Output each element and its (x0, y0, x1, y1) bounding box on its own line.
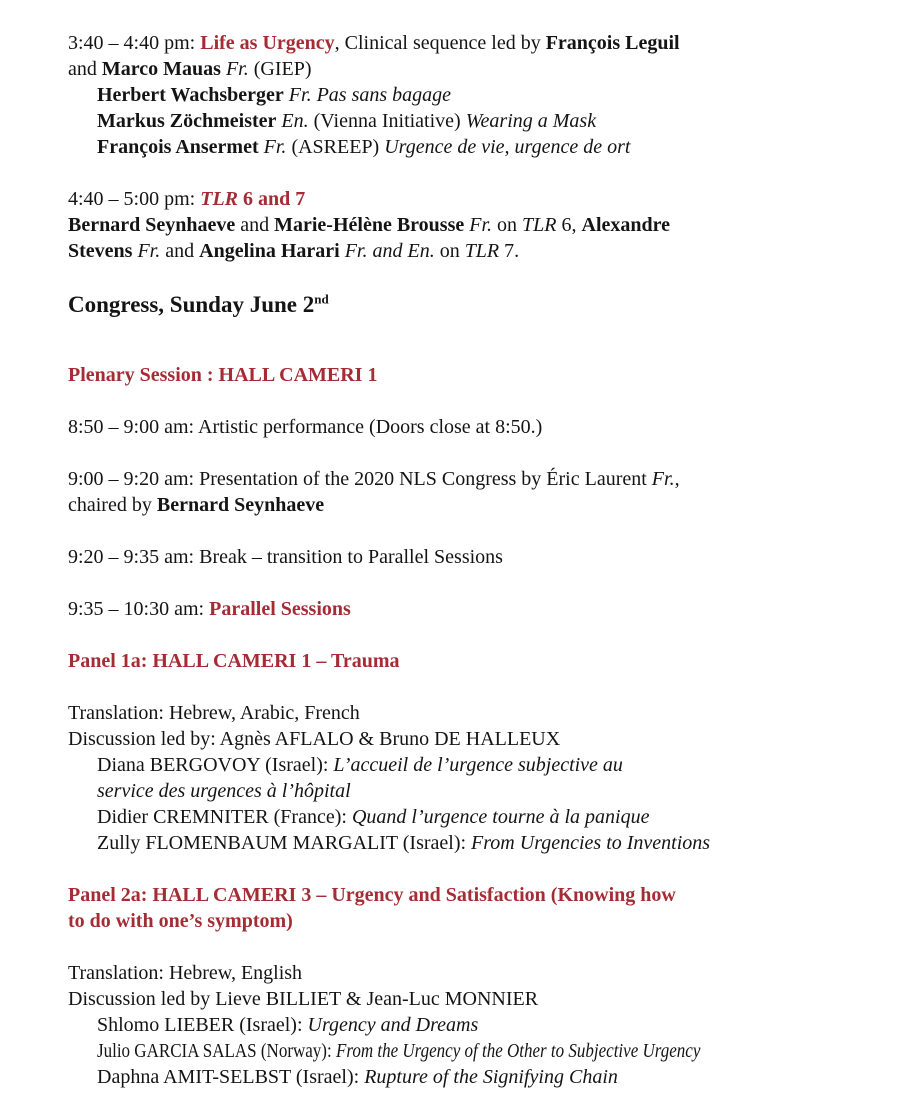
text-line (68, 82, 841, 108)
text-line (68, 1064, 841, 1090)
item-artistic-performance (68, 414, 841, 440)
text-run: Herbert Wachsberger (97, 84, 284, 106)
text-line (68, 212, 841, 238)
text-line (68, 804, 841, 830)
text-line (68, 466, 841, 492)
text-run: service des urgences à l’hôpital (97, 780, 351, 802)
text-run: En. (281, 110, 309, 132)
panel-2a-details (68, 960, 841, 1090)
text-run: Fr. (469, 214, 493, 236)
text-line (68, 830, 841, 856)
text-run: Urgency and Dreams (307, 1014, 479, 1036)
text-run: Translation: Hebrew, English (68, 962, 303, 984)
text-run: Angelina Harari (199, 240, 340, 262)
text-run: TLR (200, 188, 239, 210)
text-line (68, 648, 841, 674)
text-run: Bernard Seynhaeve (68, 214, 236, 236)
session-life-as-urgency (68, 30, 841, 160)
text-line (68, 134, 841, 160)
text-run: Bernard Seynhaeve (156, 494, 325, 516)
text-line (68, 544, 841, 570)
text-run: Stevens (68, 240, 133, 262)
item-presentation (68, 466, 841, 518)
text-line (68, 960, 841, 986)
text-run: and (68, 58, 102, 80)
text-line (68, 1038, 841, 1064)
text-run: From the Urgency of the Other to Subjective Urgency (335, 1040, 701, 1062)
panel-1a-heading (68, 648, 841, 674)
text-run: 4:40 – 5:00 pm: (68, 188, 201, 210)
text-run: Urgence de vie, urgence de ort (384, 136, 631, 158)
text-run: Daphna AMIT-SELBST (Israel): (97, 1066, 365, 1088)
text-run: Discussion led by: Agnès AFLALO & Bruno DE HALLEUX (68, 728, 561, 750)
text-run: (Vienna Initiative) (308, 110, 466, 132)
session-tlr-6-7 (68, 186, 841, 264)
condensed-text (97, 1038, 700, 1064)
item-parallel-sessions (68, 596, 841, 622)
text-run: Parallel Sessions (209, 598, 351, 620)
text-line (68, 752, 841, 778)
text-run: TLR (464, 240, 500, 262)
text-run: 8:50 – 9:00 am: Artistic performance (Doors close at 8:50.) (68, 416, 543, 438)
text-line (68, 56, 841, 82)
text-run: Shlomo LIEBER (Israel): (97, 1014, 308, 1036)
text-run: , Clinical sequence led by (334, 32, 546, 54)
text-run: Rupture of the Signifying Chain (364, 1066, 618, 1088)
text-run: Life as Urgency (200, 32, 335, 54)
text-run: L’accueil de l’urgence subjective au (333, 754, 623, 776)
text-run: Discussion led by Lieve BILLIET & Jean-Luc MONNIER (68, 988, 539, 1010)
text-run: Fr. (137, 240, 161, 262)
text-line (68, 726, 841, 752)
text-run: on (492, 214, 523, 236)
text-run: to do with one’s symptom) (68, 910, 293, 932)
text-line (68, 290, 841, 320)
text-run: Plenary Session : HALL CAMERI 1 (68, 364, 378, 386)
text-run: Marie-Hélène Brousse (274, 214, 465, 236)
text-run: (GIEP) (248, 58, 312, 80)
text-line (68, 492, 841, 518)
text-run: nd (314, 291, 329, 307)
text-line (68, 238, 841, 264)
text-run: Fr. Pas sans bagage (288, 84, 452, 106)
text-run: Diana BERGOVOY (Israel): (97, 754, 334, 776)
text-line (68, 362, 841, 388)
text-line (68, 882, 841, 908)
text-run: François Ansermet (97, 136, 259, 158)
text-run: Panel 2a: HALL CAMERI 3 – Urgency and Satisfaction (Knowing how (68, 884, 676, 906)
text-run: Fr. and En. (344, 240, 435, 262)
text-line (68, 414, 841, 440)
text-run: 9:35 – 10:30 am: (68, 598, 210, 620)
text-line (68, 108, 841, 134)
text-run: 3:40 – 4:40 pm: (68, 32, 201, 54)
text-run: From Urgencies to Inventions (471, 832, 711, 854)
text-line (68, 30, 841, 56)
panel-1a-details (68, 700, 841, 856)
text-run: Quand l’urgence tourne à la panique (351, 806, 650, 828)
plenary-session-heading (68, 362, 841, 388)
text-run: Julio GARCIA SALAS (Norway): (97, 1040, 336, 1062)
text-line (68, 778, 841, 804)
text-line (68, 1012, 841, 1038)
text-run: (ASREEP) (286, 136, 385, 158)
text-run: and (235, 214, 275, 236)
text-run: François Leguil (545, 32, 680, 54)
text-run: Congress, Sunday June 2 (68, 292, 315, 317)
text-line (68, 186, 841, 212)
text-run: , (674, 468, 680, 490)
panel-2a-heading (68, 882, 841, 934)
text-run: Markus Zöchmeister (97, 110, 277, 132)
text-run: Didier CREMNITER (France): (97, 806, 352, 828)
text-run: Fr. (225, 58, 249, 80)
text-run: chaired by (68, 494, 157, 516)
text-run: 6 and 7 (238, 188, 306, 210)
text-line (68, 700, 841, 726)
text-line (68, 908, 841, 934)
text-run: Alexandre (581, 214, 671, 236)
text-run: 9:00 – 9:20 am: Presentation of the 2020 NLS Congress by Éric Laurent (68, 468, 652, 490)
congress-day-heading (68, 290, 841, 320)
text-run: TLR (522, 214, 557, 236)
text-run: Fr. (651, 468, 675, 490)
text-line (68, 986, 841, 1012)
text-run: 9:20 – 9:35 am: Break – transition to Parallel Sessions (68, 546, 503, 568)
text-run: Zully FLOMENBAUM MARGALIT (Israel): (97, 832, 472, 854)
item-break (68, 544, 841, 570)
text-run: 6, (556, 214, 582, 236)
text-run: Marco Mauas (101, 58, 221, 80)
text-run: Panel 1a: HALL CAMERI 1 – Trauma (68, 650, 400, 672)
text-run: on (434, 240, 465, 262)
text-run: Wearing a Mask (465, 110, 597, 132)
text-run: 7. (499, 240, 520, 262)
text-run: and (160, 240, 200, 262)
text-run: Fr. (263, 136, 287, 158)
text-run: Translation: Hebrew, Arabic, French (68, 702, 360, 724)
text-line (68, 596, 841, 622)
